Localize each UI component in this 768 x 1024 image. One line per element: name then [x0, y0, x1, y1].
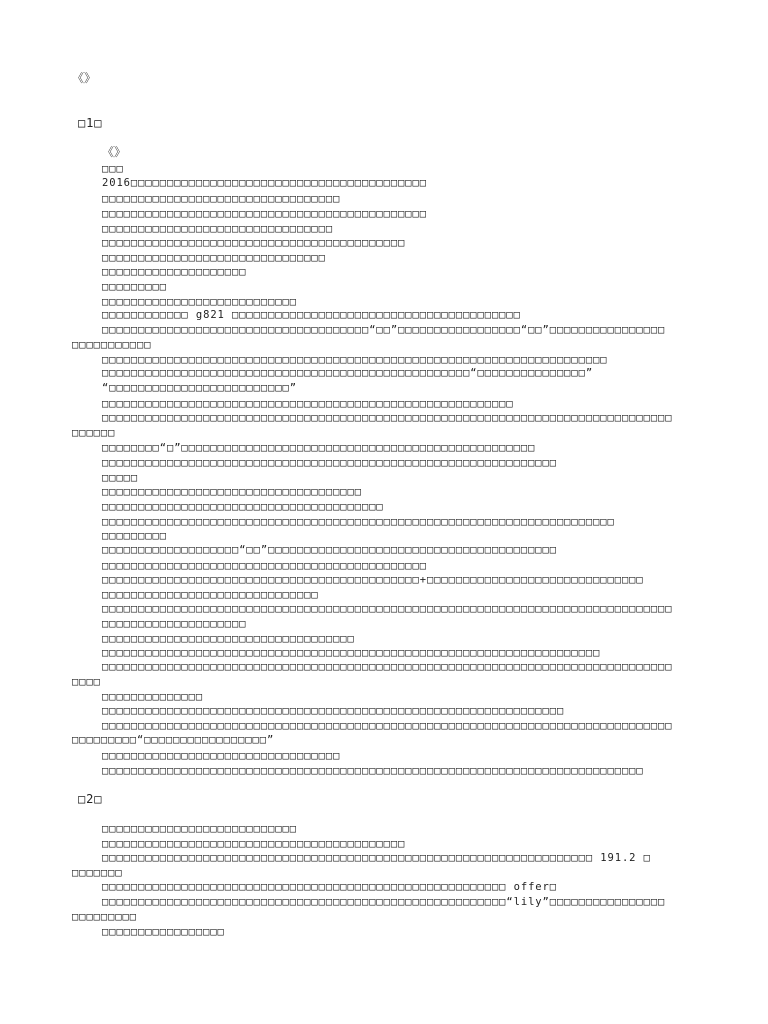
paragraph-line: □□□□□□□□□□□□□□□□□□□□□□□□□□□□□□□□□□□□□□□□□□	[102, 838, 406, 850]
paragraph-line: □□□□□□□□□□□□□□□□□□□□□□□□□□□□□□□□□□□□□□□□□□□□□□□□□□□□□□□□□□□□□□□□□□□□□□	[102, 354, 608, 366]
paragraph-line: □□□□□□□□□□□□□□□□□□□□□□□□□□□□□□□□□□□□□□□□□□□□□□□□□□□□□□□□□□□□□□□□□□□□□□□□□□□□□□□	[102, 603, 673, 615]
paragraph-line: □□□□□□□□□□□□□□□□□□□□□□□□□□□□□□□□□□□□□“□□”□□□□□□□□□□□□□□□□□“□□”□□□□□□□□□□□□□□□□	[102, 324, 666, 336]
paragraph-line: □□□□□□□□□□□□□□□□□□□□□□□□□□□□□□□	[102, 252, 326, 264]
paragraph-line: □□□□□□□□□	[102, 281, 167, 293]
paragraph-line: □□□□□□□□□“□□□□□□□□□□□□□□□□□”	[72, 734, 275, 746]
paragraph-line: □□□□□□□□□□□□□□□□□□□□□□□□□□□□□□□□□□□□□□□□□□	[102, 237, 406, 249]
paragraph-line: □□□□□□□□□□□□□□□□□□□□	[102, 618, 247, 630]
paragraph-line: □□□□□□□□□□□□□□□□□□□□□□□□□□□□□□□□□□□□□□□□□□□□□□□□□□□□□□□□“lily”□□□□□□□□□□□□□□□□	[102, 896, 666, 908]
paragraph-line: □□□□□□□□□□□□□□□□□□□□□□□□□□□□□□□□□□□□□□□□□□□□□□□□□□□□□□□□ offer□	[102, 881, 557, 893]
paragraph-line: □□□□□□□□□□□□□□□□□□□□□□□□□□□	[102, 296, 297, 308]
paragraph-line: □□□□□□□□□□□□□□□□□□□□□□□□□□□□□□□□□□□	[102, 633, 355, 645]
paragraph-line: □□□□□□□□□	[72, 911, 137, 923]
paragraph-line: □□□□□□□□□□□□□□	[102, 691, 204, 703]
paragraph-line: □□□□□□□□□□□□□□□□□□□□□□□□□□□□□□□□	[102, 223, 334, 235]
paragraph-line: □□□□□□□□□□□□□□□□□□□□□□□□□□□□□□□□□□□□□□□□□□□□□□□□□□□□□□□□□□□□□□□□□□□□□	[102, 647, 601, 659]
title-glyph: 《》	[72, 71, 97, 85]
paragraph-line: □□□□□□□□□□□□□□□□□□□□□□□□□□□□□□□□□□□□□□□□□□□□□	[102, 560, 427, 572]
paragraph-line: □□□□□□□□□□□□□□□□□□□□□□□□□□□□□□□□□□□□□□□□□□□□□□□□□□□□□□□□□□□□□□□□□□□□□□□□□□□	[102, 765, 644, 777]
paragraph-line: 2016□□□□□□□□□□□□□□□□□□□□□□□□□□□□□□□□□□□□□□□□□	[102, 177, 427, 189]
section-2-heading: □2□	[78, 792, 103, 806]
paragraph-line: □□□□□□□□□□□□□□□□□	[102, 926, 225, 938]
paragraph-line: □□□□□□□□□□□□□□□□□□□□□□□□□□□□□□□□□□□□□□□□□□□□□□□□□□□“□□□□□□□□□□□□□□□”	[102, 367, 594, 379]
paragraph-line: □□□□□□□□□	[102, 530, 167, 542]
paragraph-line: □□□□□□□□□□□□□□□□□□□□□□□□□□□□□□□□□□□□□□□	[102, 501, 384, 513]
paragraph-line: □□□□□□□□“□”□□□□□□□□□□□□□□□□□□□□□□□□□□□□□□□□□□□□□□□□□□□□□□□□□	[102, 442, 536, 454]
paragraph-line: □□□□□□□□□□□□□□□□□□□“□□”□□□□□□□□□□□□□□□□□□□□□□□□□□□□□□□□□□□□□□□□	[102, 544, 557, 556]
paragraph-line: □□□□□□□	[72, 867, 123, 879]
paragraph-line: □□□□□□□□□□□□ g821 □□□□□□□□□□□□□□□□□□□□□□□□□□□□□□□□□□□□□□□□	[102, 309, 521, 321]
paragraph-line: □□□□□□□□□□□□□□□□□□□□□□□□□□□	[102, 823, 297, 835]
section-1-glyph: 《》	[102, 145, 127, 159]
paragraph-line: □□□□□□□□□□□□□□□□□□□□□□□□□□□□□□□□□	[102, 750, 341, 762]
paragraph-line: □□□□□□□□□□□□□□□□□□□□□□□□□□□□□□	[102, 589, 319, 601]
paragraph-line: □□□□□□	[72, 427, 116, 439]
paragraph-line: □□□□□□□□□□□□□□□□□□□□□□□□□□□□□□□□□□□□□□□□□□□□□□□□□□□□□□□□□□□□□□□□	[102, 705, 565, 717]
paragraph-line: □□□□□□□□□□□□□□□□□□□□	[102, 266, 247, 278]
paragraph-line: □□□□□□□□□□□□□□□□□□□□□□□□□□□□□□□□□□□□□□□□□□□□+□□□□□□□□□□□□□□□□□□□□□□□□□□□□□□	[102, 574, 644, 586]
paragraph-line: □□□□□□□□□□□□□□□□□□□□□□□□□□□□□□□□□□□□□□□□□□□□□□□□□□□□□□□□□□□□□□□□□□□□□□□□□□□□□□□	[102, 661, 673, 673]
paragraph-line: □□□□□□□□□□□□□□□□□□□□□□□□□□□□□□□□□□□□	[102, 486, 362, 498]
paragraph-line: □□□□□□□□□□□□□□□□□□□□□□□□□□□□□□□□□□□□□□□□□□□□□□□□□□□□□□□□□□□□□□□□□□□□ 191.2 □	[102, 852, 651, 864]
paragraph-line: □□□□□□□□□□□□□□□□□□□□□□□□□□□□□□□□□□□□□□□□□□□□□□□□□□□□□□□□□□□□□□□□□□□□□□□	[102, 516, 615, 528]
paragraph-line: □□□□□□□□□□□□□□□□□□□□□□□□□□□□□□□□□□□□□□□□□□□□□□□□□□□□□□□□□□□□□□□□□□□□□□□□□□□□□□□	[102, 412, 673, 424]
section-1-heading: □1□	[78, 116, 103, 130]
paragraph-line: □□□	[102, 163, 124, 175]
paragraph-line: “□□□□□□□□□□□□□□□□□□□□□□□□□”	[102, 382, 297, 394]
paragraph-line: □□□□□□□□□□□□□□□□□□□□□□□□□□□□□□□□□□□□□□□□□□□□□□□□□□□□□□□□□□□□□□□	[102, 457, 557, 469]
paragraph-line: □□□□□□□□□□□□□□□□□□□□□□□□□□□□□□□□□□□□□□□□□□□□□□□□□□□□□□□□□	[102, 398, 514, 410]
paragraph-line: □□□□	[72, 676, 101, 688]
paragraph-line: □□□□□□□□□□□	[72, 339, 152, 351]
paragraph-line: □□□□□□□□□□□□□□□□□□□□□□□□□□□□□□□□□□□□□□□□□□□□□	[102, 208, 427, 220]
paragraph-line: □□□□□□□□□□□□□□□□□□□□□□□□□□□□□□□□□	[102, 193, 341, 205]
paragraph-line: □□□□□	[102, 472, 139, 484]
paragraph-line: □□□□□□□□□□□□□□□□□□□□□□□□□□□□□□□□□□□□□□□□□□□□□□□□□□□□□□□□□□□□□□□□□□□□□□□□□□□□□□□	[102, 720, 673, 732]
